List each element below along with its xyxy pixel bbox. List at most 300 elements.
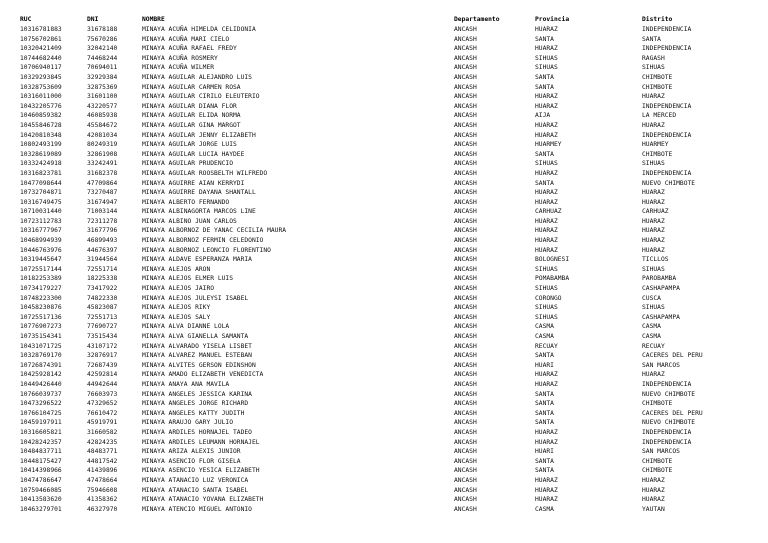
- distrito-cell: NUEVO CHIMBOTE: [642, 419, 696, 427]
- departamento-cell: ANCASH: [454, 448, 477, 456]
- nombre-cell: MINAYA ALEJOS SALY: [142, 313, 211, 321]
- distrito-cell: CHIMBOTE: [642, 83, 673, 91]
- table-row: [20, 447, 742, 457]
- nombre-cell: MINAYA AGUILAR DIANA FLOR: [142, 102, 237, 110]
- distrito-cell: CACERES DEL PERU: [642, 352, 703, 360]
- distrito-cell: SIHUAS: [642, 160, 665, 168]
- nombre-cell: MINAYA ALBORNOZ LEONCIO FLORENTINO: [142, 246, 271, 254]
- table-row: [20, 457, 742, 467]
- table-row: [20, 73, 742, 83]
- nombre-cell: MINAYA ATANACIO LUZ VERONICA: [142, 476, 249, 484]
- nombre-cell: MINAYA ALVAREZ MANUEL ESTEBAN: [142, 352, 252, 360]
- nombre-cell: MINAYA AGUILAR PRUDENCIO: [142, 160, 233, 168]
- table-row: [20, 313, 742, 323]
- dni-cell: 47478664: [87, 476, 118, 484]
- ruc-cell: 10332424918: [20, 160, 62, 168]
- nombre-cell: MINAYA ALDAVE ESPERANZA MARIA: [142, 256, 252, 264]
- provincia-cell: HUARAZ: [535, 371, 558, 379]
- provincia-cell: HUARI: [535, 361, 554, 369]
- ruc-cell: 10329293845: [20, 73, 62, 81]
- table-row: [20, 505, 742, 515]
- ruc-cell: 10460859382: [20, 112, 62, 120]
- table-row: [20, 274, 742, 284]
- provincia-cell: HUARAZ: [535, 121, 558, 129]
- dni-cell: 32861908: [87, 150, 118, 158]
- departamento-cell: ANCASH: [454, 265, 477, 273]
- distrito-cell: CHIMBOTE: [642, 467, 673, 475]
- ruc-cell: 10744682440: [20, 54, 62, 62]
- ruc-cell: 10468994939: [20, 237, 62, 245]
- distrito-cell: INDEPENDENCIA: [642, 102, 692, 110]
- provincia-cell: CARHUAZ: [535, 208, 562, 216]
- distrito-cell: INDEPENDENCIA: [642, 131, 692, 139]
- nombre-cell: MINAYA ACUÑA RAFAEL FREDY: [142, 45, 237, 53]
- nombre-cell: MINAYA ARAUJO GARY JULIO: [142, 419, 233, 427]
- ruc-cell: 10428242357: [20, 438, 62, 446]
- dni-cell: 44817542: [87, 457, 118, 465]
- nombre-cell: MINAYA AGUILAR LUCIA HAYDEE: [142, 150, 245, 158]
- table-row: [20, 150, 742, 160]
- nombre-cell: MINAYA AGUILAR ELIDA NORMA: [142, 112, 241, 120]
- header-departamento: Departamento: [454, 16, 500, 23]
- distrito-cell: INDEPENDENCIA: [642, 169, 692, 177]
- ruc-cell: 10734179227: [20, 285, 62, 293]
- provincia-cell: HUARAZ: [535, 380, 558, 388]
- nombre-cell: MINAYA AGUILAR GINA MARGOT: [142, 121, 241, 129]
- ruc-cell: 10484837711: [20, 448, 62, 456]
- table-row: [20, 322, 742, 332]
- table-row: [20, 121, 742, 131]
- provincia-cell: HUARAZ: [535, 26, 558, 33]
- nombre-cell: MINAYA ANGELES KATTY JUDITH: [142, 409, 245, 417]
- dni-cell: 80249319: [87, 141, 118, 149]
- provincia-cell: SIHUAS: [535, 313, 558, 321]
- ruc-cell: 10759466085: [20, 486, 62, 494]
- table-row: [20, 217, 742, 227]
- distrito-cell: CHIMBOTE: [642, 400, 673, 408]
- nombre-cell: MINAYA AGUIRRE AIAN KERRYDI: [142, 179, 245, 187]
- distrito-cell: HUARMEY: [642, 141, 669, 149]
- nombre-cell: MINAYA AGUILAR ROOSBELTH WILFREDO: [142, 169, 268, 177]
- table-row: [20, 83, 742, 93]
- provincia-cell: HUARAZ: [535, 169, 558, 177]
- provincia-cell: HUARAZ: [535, 131, 558, 139]
- distrito-cell: NUEVO CHIMBOTE: [642, 390, 696, 398]
- ruc-cell: 10710031440: [20, 208, 62, 216]
- ruc-cell: 10316777967: [20, 227, 62, 235]
- nombre-cell: MINAYA ARDILES LEUMANN HORNAJEL: [142, 438, 260, 446]
- ruc-cell: 10448175427: [20, 457, 62, 465]
- departamento-cell: ANCASH: [454, 179, 477, 187]
- provincia-cell: HUARAZ: [535, 476, 558, 484]
- departamento-cell: ANCASH: [454, 400, 477, 408]
- dni-cell: 71003144: [87, 208, 118, 216]
- departamento-cell: ANCASH: [454, 54, 477, 62]
- dni-cell: 32929384: [87, 73, 118, 81]
- departamento-cell: ANCASH: [454, 73, 477, 81]
- distrito-cell: SAN MARCOS: [642, 361, 680, 369]
- table-row: [20, 409, 742, 419]
- departamento-cell: ANCASH: [454, 419, 477, 427]
- distrito-cell: LA MERCED: [642, 112, 677, 120]
- table-row: [20, 476, 742, 486]
- distrito-cell: HUARAZ: [642, 189, 665, 197]
- dni-cell: 44942644: [87, 380, 118, 388]
- ruc-cell: 10463279701: [20, 505, 62, 513]
- departamento-cell: ANCASH: [454, 275, 477, 283]
- departamento-cell: ANCASH: [454, 198, 477, 206]
- provincia-cell: HUARAZ: [535, 246, 558, 254]
- table-row: [20, 25, 742, 35]
- distrito-cell: PAROBAMBA: [642, 275, 677, 283]
- provincia-cell: HUARAZ: [535, 198, 558, 206]
- dni-cell: 72687439: [87, 361, 118, 369]
- dni-cell: 70694011: [87, 64, 118, 72]
- departamento-cell: ANCASH: [454, 217, 477, 225]
- provincia-cell: SANTA: [535, 419, 554, 427]
- header-distrito: Distrito: [642, 16, 673, 23]
- ruc-cell: 10725517136: [20, 313, 62, 321]
- provincia-cell: SANTA: [535, 390, 554, 398]
- table-row: [20, 380, 742, 390]
- ruc-cell: 10455846728: [20, 121, 62, 129]
- distrito-cell: HUARAZ: [642, 121, 665, 129]
- nombre-cell: MINAYA ASENCIO YESICA ELIZABETH: [142, 467, 260, 475]
- dni-cell: 72551713: [87, 313, 118, 321]
- nombre-cell: MINAYA ALBINAGORTA MARCOS LINE: [142, 208, 256, 216]
- departamento-cell: ANCASH: [454, 102, 477, 110]
- departamento-cell: ANCASH: [454, 26, 477, 33]
- dni-cell: 45823087: [87, 304, 118, 312]
- table-row: [20, 111, 742, 121]
- distrito-cell: NUEVO CHIMBOTE: [642, 179, 696, 187]
- ruc-cell: 10776907273: [20, 323, 62, 331]
- dni-cell: 31601100: [87, 93, 118, 101]
- nombre-cell: MINAYA ASENCIO FLOR GISELA: [142, 457, 241, 465]
- provincia-cell: HUARAZ: [535, 237, 558, 245]
- nombre-cell: MINAYA ALEJOS JULEYSI ISABEL: [142, 294, 249, 302]
- dni-cell: 74822330: [87, 294, 118, 302]
- ruc-cell: 10316011000: [20, 93, 62, 101]
- dni-cell: 47329652: [87, 400, 118, 408]
- table-row: [20, 361, 742, 371]
- ruc-cell: 10431071725: [20, 342, 62, 350]
- ruc-cell: 10748223300: [20, 294, 62, 302]
- ruc-cell: 10316781883: [20, 26, 62, 33]
- distrito-cell: RAGASH: [642, 54, 665, 62]
- distrito-cell: HUARAZ: [642, 227, 665, 235]
- ruc-cell: 10425928142: [20, 371, 62, 379]
- table-row: [20, 428, 742, 438]
- nombre-cell: MINAYA AGUIRRE DAYANA SHANTALL: [142, 189, 256, 197]
- nombre-cell: MINAYA ANGELES JORGE RICHARD: [142, 400, 249, 408]
- departamento-cell: ANCASH: [454, 83, 477, 91]
- dni-cell: 73270487: [87, 189, 118, 197]
- distrito-cell: HUARAZ: [642, 476, 665, 484]
- distrito-cell: INDEPENDENCIA: [642, 438, 692, 446]
- ruc-cell: 10319445647: [20, 256, 62, 264]
- header-row: [20, 14, 742, 25]
- provincia-cell: POMABAMBA: [535, 275, 570, 283]
- departamento-cell: ANCASH: [454, 208, 477, 216]
- departamento-cell: ANCASH: [454, 285, 477, 293]
- departamento-cell: ANCASH: [454, 438, 477, 446]
- nombre-cell: MINAYA ACUÑA WILMER: [142, 64, 215, 72]
- departamento-cell: ANCASH: [454, 409, 477, 417]
- table-row: [20, 342, 742, 352]
- header-ruc: RUC: [20, 16, 32, 23]
- provincia-cell: SIHUAS: [535, 304, 558, 312]
- departamento-cell: ANCASH: [454, 246, 477, 254]
- departamento-cell: ANCASH: [454, 467, 477, 475]
- dni-cell: 31674947: [87, 198, 118, 206]
- ruc-cell: 10449426440: [20, 380, 62, 388]
- distrito-cell: CACERES DEL PERU: [642, 409, 703, 417]
- table-row: [20, 188, 742, 198]
- ruc-cell: 10726874391: [20, 361, 62, 369]
- provincia-cell: SANTA: [535, 83, 554, 91]
- provincia-cell: SANTA: [535, 467, 554, 475]
- ruc-cell: 10420810348: [20, 131, 62, 139]
- table-row: [20, 169, 742, 179]
- departamento-cell: ANCASH: [454, 333, 477, 340]
- departamento-cell: ANCASH: [454, 294, 477, 302]
- distrito-cell: TICLLOS: [642, 256, 669, 264]
- departamento-cell: ANCASH: [454, 150, 477, 158]
- nombre-cell: MINAYA ACUÑA HIMELDA CELIDONIA: [142, 26, 256, 33]
- dni-cell: 32875369: [87, 83, 118, 91]
- provincia-cell: CASMA: [535, 505, 554, 513]
- ruc-cell: 10766104725: [20, 409, 62, 417]
- table-row: [20, 370, 742, 380]
- dni-cell: 42592814: [87, 371, 118, 379]
- nombre-cell: MINAYA AGUILAR ALEJANDRO LUIS: [142, 73, 252, 81]
- distrito-cell: HUARAZ: [642, 371, 665, 379]
- ruc-cell: 10723112783: [20, 217, 62, 225]
- departamento-cell: ANCASH: [454, 505, 477, 513]
- provincia-cell: AIJA: [535, 112, 551, 120]
- ruc-cell: 10316749475: [20, 198, 62, 206]
- provincia-cell: BOLOGNESI: [535, 256, 570, 264]
- header-dni: DNI: [87, 16, 99, 23]
- provincia-cell: HUARMEY: [535, 141, 562, 149]
- departamento-cell: ANCASH: [454, 486, 477, 494]
- ruc-table: [20, 14, 742, 514]
- ruc-cell: 10802493199: [20, 141, 62, 149]
- distrito-cell: CHIMBOTE: [642, 457, 673, 465]
- ruc-cell: 10182253389: [20, 275, 62, 283]
- ruc-cell: 10756702861: [20, 35, 62, 43]
- provincia-cell: SIHUAS: [535, 265, 558, 273]
- dni-cell: 75670286: [87, 35, 118, 43]
- departamento-cell: ANCASH: [454, 93, 477, 101]
- provincia-cell: SANTA: [535, 409, 554, 417]
- ruc-cell: 10316823781: [20, 169, 62, 177]
- dni-cell: 45584672: [87, 121, 118, 129]
- dni-cell: 44676397: [87, 246, 118, 254]
- dni-cell: 46085938: [87, 112, 118, 120]
- provincia-cell: SANTA: [535, 150, 554, 158]
- nombre-cell: MINAYA ALEJOS JAIRO: [142, 285, 215, 293]
- dni-cell: 42081034: [87, 131, 118, 139]
- table-row: [20, 92, 742, 102]
- departamento-cell: ANCASH: [454, 227, 477, 235]
- ruc-cell: 10477098644: [20, 179, 62, 187]
- distrito-cell: INDEPENDENCIA: [642, 45, 692, 53]
- ruc-cell: 10328769170: [20, 352, 62, 360]
- dni-cell: 77690727: [87, 323, 118, 331]
- ruc-cell: 10328753609: [20, 83, 62, 91]
- table-row: [20, 255, 742, 265]
- departamento-cell: ANCASH: [454, 352, 477, 360]
- ruc-cell: 10459197911: [20, 419, 62, 427]
- distrito-cell: CUSCA: [642, 294, 661, 302]
- table-row: [20, 438, 742, 448]
- nombre-cell: MINAYA AGUILAR CIRILO ELEUTERIO: [142, 93, 260, 101]
- dni-cell: 46899493: [87, 237, 118, 245]
- table-row: [20, 198, 742, 208]
- nombre-cell: MINAYA ACUÑA ROSMERY: [142, 54, 218, 62]
- distrito-cell: SAN MARCOS: [642, 448, 680, 456]
- dni-cell: 73515434: [87, 333, 118, 340]
- provincia-cell: HUARAZ: [535, 428, 558, 436]
- nombre-cell: MINAYA ALBERTO FERNANDO: [142, 198, 230, 206]
- departamento-cell: ANCASH: [454, 45, 477, 53]
- nombre-cell: MINAYA AMADO ELIZABETH VENEDICTA: [142, 371, 264, 379]
- distrito-cell: SIHUAS: [642, 304, 665, 312]
- ruc-cell: 10446763976: [20, 246, 62, 254]
- distrito-cell: HUARAZ: [642, 217, 665, 225]
- nombre-cell: MINAYA ATANACIO YOVANA ELIZABETH: [142, 496, 264, 504]
- departamento-cell: ANCASH: [454, 496, 477, 504]
- distrito-cell: RECUAY: [642, 342, 665, 350]
- ruc-cell: 10474786647: [20, 476, 62, 484]
- table-row: [20, 284, 742, 294]
- departamento-cell: ANCASH: [454, 476, 477, 484]
- provincia-cell: CASMA: [535, 323, 554, 331]
- dni-cell: 31678188: [87, 26, 118, 33]
- dni-cell: 43220577: [87, 102, 118, 110]
- distrito-cell: CASHAPAMPA: [642, 313, 680, 321]
- provincia-cell: HUARAZ: [535, 189, 558, 197]
- dni-cell: 47709864: [87, 179, 118, 187]
- nombre-cell: MINAYA AGUILAR JORGE LUIS: [142, 141, 237, 149]
- table-row: [20, 102, 742, 112]
- provincia-cell: SANTA: [535, 457, 554, 465]
- ruc-cell: 10414398966: [20, 467, 62, 475]
- dni-cell: 75946608: [87, 486, 118, 494]
- dni-cell: 32042140: [87, 45, 118, 53]
- departamento-cell: ANCASH: [454, 304, 477, 312]
- table-row: [20, 63, 742, 73]
- provincia-cell: SANTA: [535, 179, 554, 187]
- ruc-cell: 10432205776: [20, 102, 62, 110]
- ruc-cell: 10320421409: [20, 45, 62, 53]
- dni-cell: 41358362: [87, 496, 118, 504]
- departamento-cell: ANCASH: [454, 131, 477, 139]
- table-row: [20, 332, 742, 342]
- departamento-cell: ANCASH: [454, 141, 477, 149]
- dni-cell: 31944564: [87, 256, 118, 264]
- departamento-cell: ANCASH: [454, 64, 477, 72]
- distrito-cell: CASHAPAMPA: [642, 285, 680, 293]
- dni-cell: 45919791: [87, 419, 118, 427]
- distrito-cell: CHIMBOTE: [642, 73, 673, 81]
- table-row: [20, 294, 742, 304]
- dni-cell: 43107172: [87, 342, 118, 350]
- table-row: [20, 207, 742, 217]
- distrito-cell: HUARAZ: [642, 198, 665, 206]
- table-row: [20, 236, 742, 246]
- nombre-cell: MINAYA AGUILAR JENNY ELIZABETH: [142, 131, 256, 139]
- dni-cell: 72551714: [87, 265, 118, 273]
- dni-cell: 76610472: [87, 409, 118, 417]
- distrito-cell: HUARAZ: [642, 246, 665, 254]
- provincia-cell: HUARAZ: [535, 496, 558, 504]
- ruc-cell: 10706940117: [20, 64, 62, 72]
- nombre-cell: MINAYA ACUÑA MARI CIELO: [142, 35, 230, 43]
- table-body: [20, 25, 742, 514]
- table-row: [20, 44, 742, 54]
- table-row: [20, 486, 742, 496]
- nombre-cell: MINAYA ALVITES GERSON EDINSHON: [142, 361, 256, 369]
- departamento-cell: ANCASH: [454, 256, 477, 264]
- ruc-cell: 10735154341: [20, 333, 62, 340]
- nombre-cell: MINAYA ALEJOS ARON: [142, 265, 211, 273]
- distrito-cell: CASMA: [642, 333, 661, 340]
- nombre-cell: MINAYA ARIZA ALEXIS JUNIOR: [142, 448, 241, 456]
- table-row: [20, 54, 742, 64]
- departamento-cell: ANCASH: [454, 361, 477, 369]
- nombre-cell: MINAYA ARDILES HORNAJEL TADEO: [142, 428, 252, 436]
- departamento-cell: ANCASH: [454, 169, 477, 177]
- departamento-cell: ANCASH: [454, 457, 477, 465]
- departamento-cell: ANCASH: [454, 35, 477, 43]
- departamento-cell: ANCASH: [454, 313, 477, 321]
- provincia-cell: HUARAZ: [535, 486, 558, 494]
- dni-cell: 31682378: [87, 169, 118, 177]
- table-row: [20, 495, 742, 505]
- provincia-cell: HUARAZ: [535, 93, 558, 101]
- ruc-cell: 10316605821: [20, 428, 62, 436]
- departamento-cell: ANCASH: [454, 121, 477, 129]
- nombre-cell: MINAYA ALVA GIANELLA SAMANTA: [142, 333, 249, 340]
- ruc-cell: 10732704871: [20, 189, 62, 197]
- departamento-cell: ANCASH: [454, 390, 477, 398]
- provincia-cell: CASMA: [535, 333, 554, 340]
- departamento-cell: ANCASH: [454, 189, 477, 197]
- distrito-cell: SANTA: [642, 35, 661, 43]
- distrito-cell: CARHUAZ: [642, 208, 669, 216]
- table-row: [20, 35, 742, 45]
- provincia-cell: SIHUAS: [535, 285, 558, 293]
- table-row: [20, 246, 742, 256]
- header-nombre: NOMBRE: [142, 16, 165, 23]
- ruc-cell: 10413583620: [20, 496, 62, 504]
- dni-cell: 18225338: [87, 275, 118, 283]
- departamento-cell: ANCASH: [454, 428, 477, 436]
- nombre-cell: MINAYA ATANACIO SANTA ISABEL: [142, 486, 249, 494]
- departamento-cell: ANCASH: [454, 237, 477, 245]
- table-row: [20, 131, 742, 141]
- provincia-cell: SANTA: [535, 73, 554, 81]
- provincia-cell: SANTA: [535, 35, 554, 43]
- distrito-cell: CHIMBOTE: [642, 150, 673, 158]
- distrito-cell: INDEPENDENCIA: [642, 428, 692, 436]
- provincia-cell: HUARAZ: [535, 45, 558, 53]
- nombre-cell: MINAYA ANAYA ANA MAVILA: [142, 380, 230, 388]
- table-row: [20, 466, 742, 476]
